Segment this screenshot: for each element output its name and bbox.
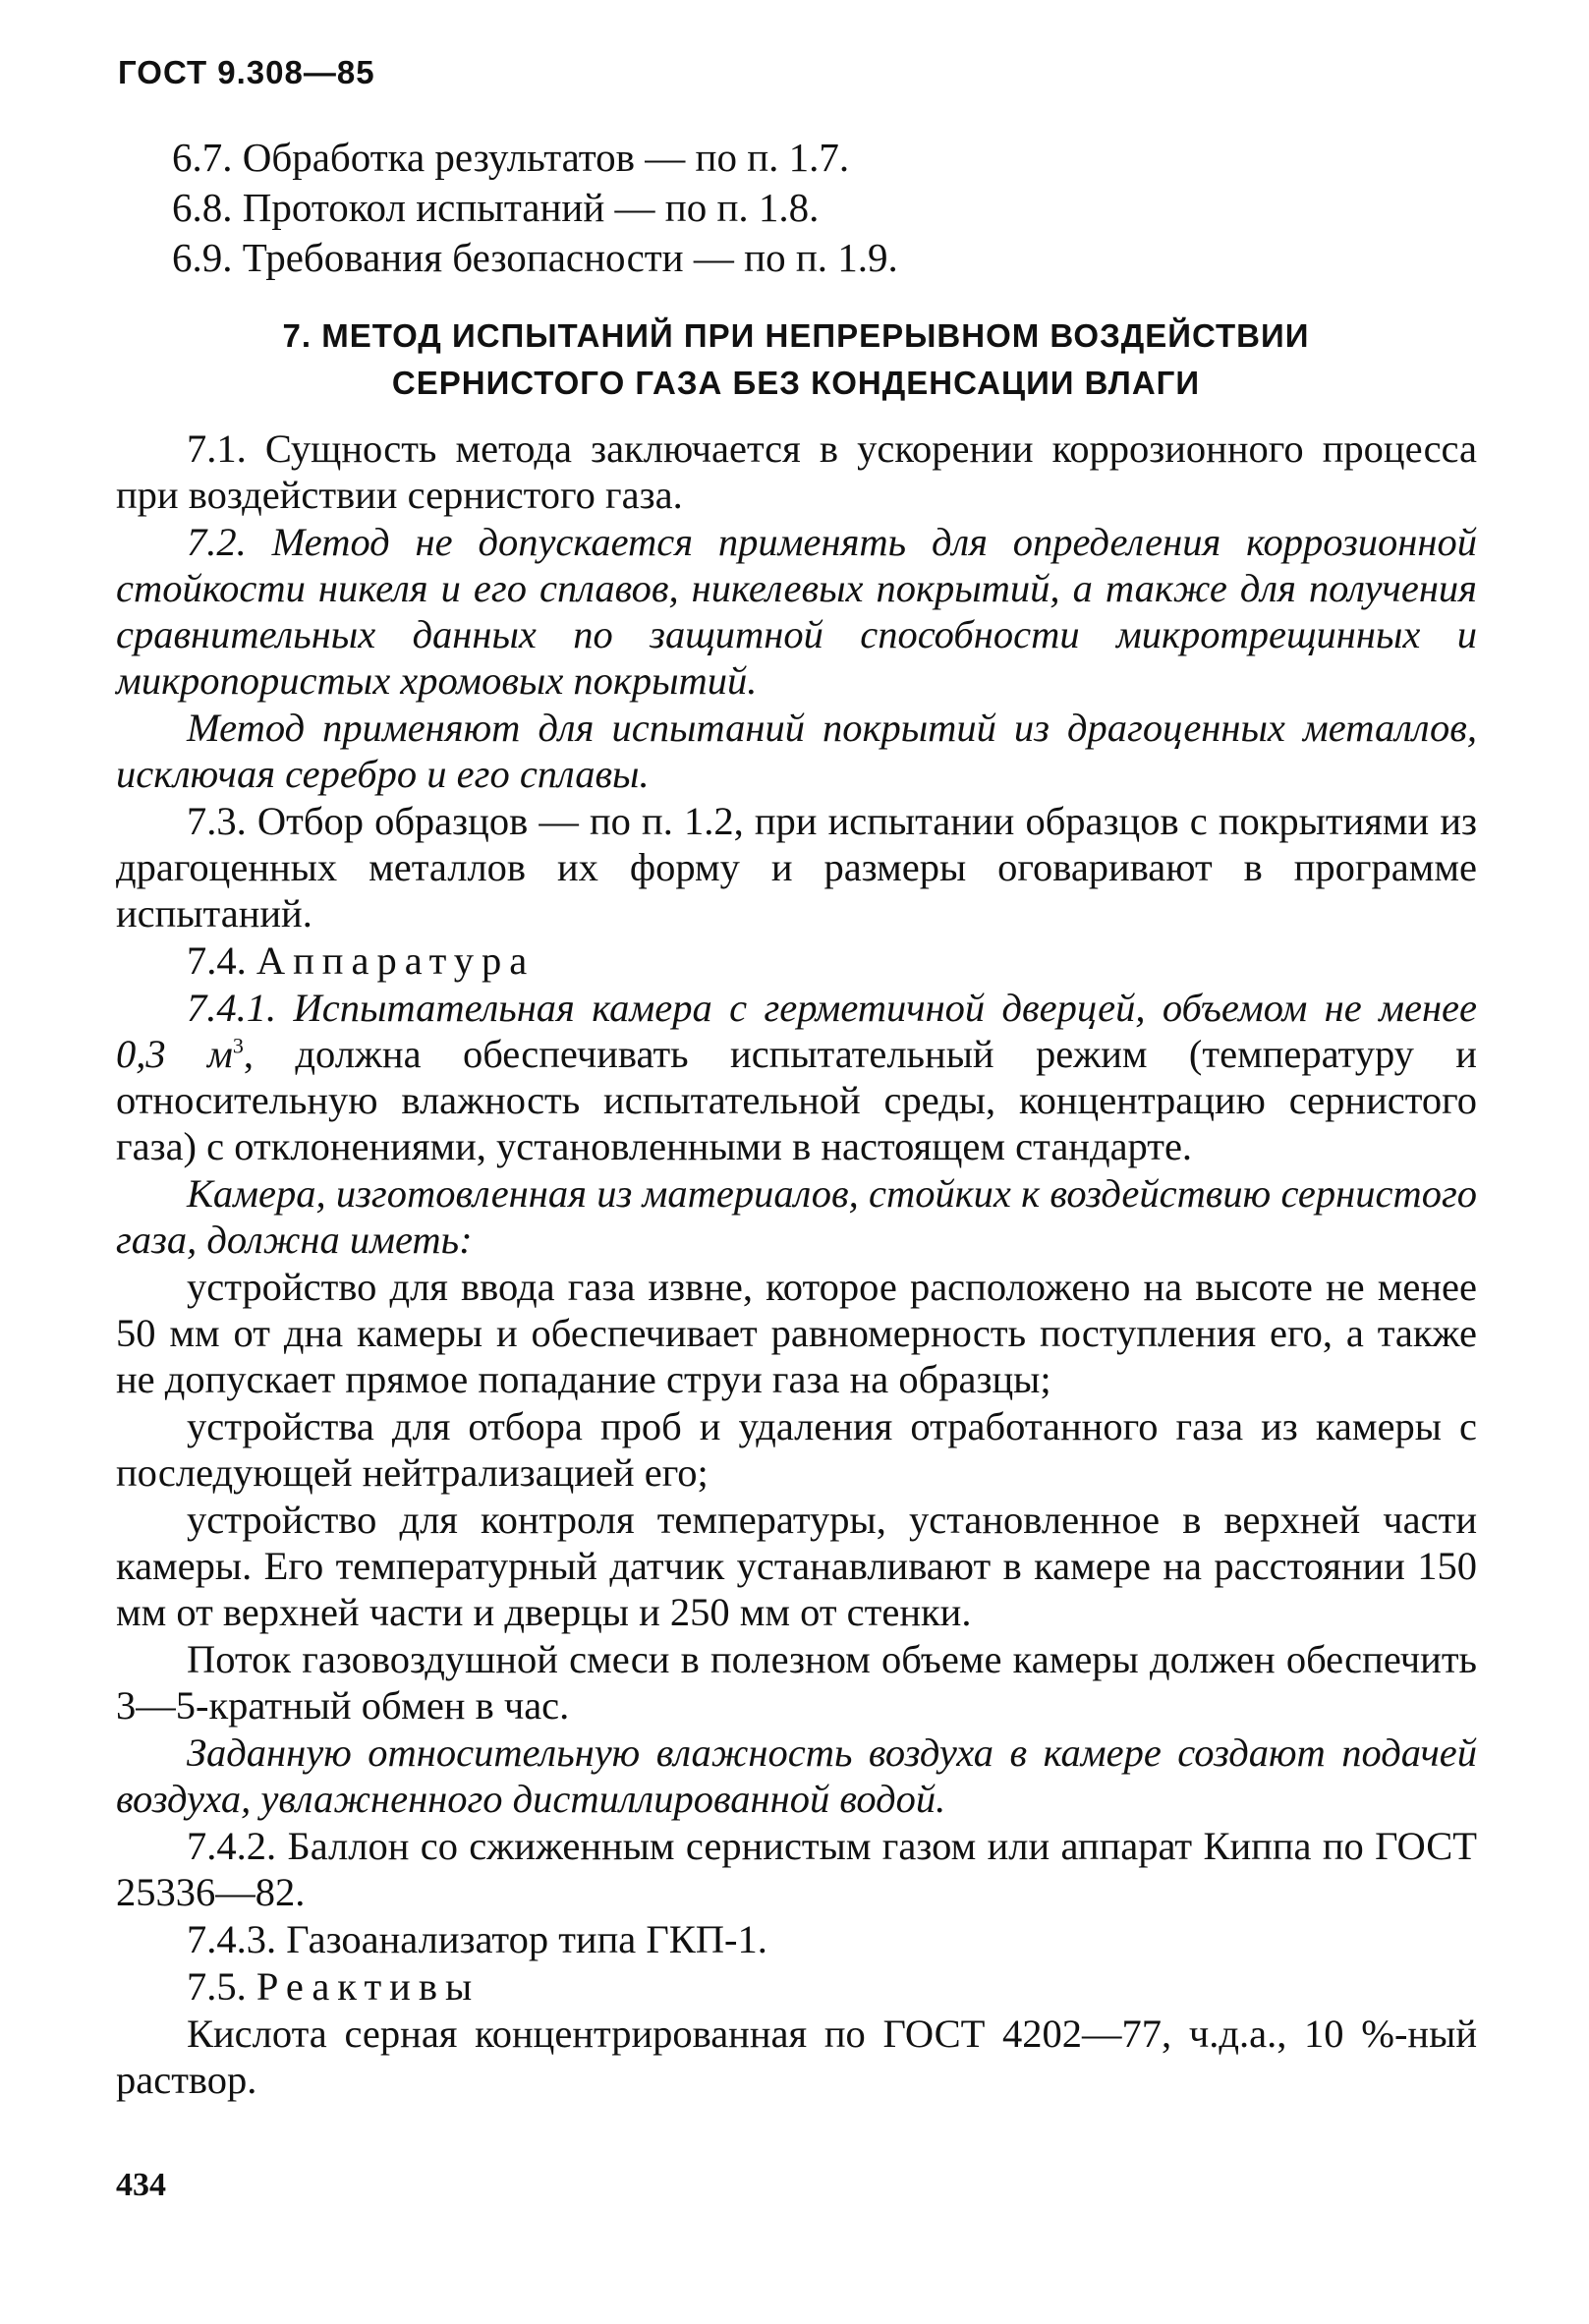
section-title-line-2: СЕРНИСТОГО ГАЗА БЕЗ КОНДЕНСАЦИИ ВЛАГИ [391, 365, 1201, 401]
paragraph-7-4-number: 7.4. [187, 938, 247, 983]
paragraph-7-5-number: 7.5. [187, 1964, 247, 2009]
paragraph-7-1: 7.1. Сущность метода заключается в ускорении коррозионного процесса при воздействии сернистого газа. [116, 426, 1477, 517]
paragraph-sampling-device: устройства для отбора проб и удаления отработанного газа из камеры с последующей нейтрализацией его; [116, 1404, 1477, 1495]
paragraph-7-4-title: Аппаратура [255, 938, 536, 983]
paragraph-7-4-2: 7.4.2. Баллон со сжиженным сернистым газом или аппарат Киппа по ГОСТ 25336—82. [116, 1824, 1477, 1914]
item-6-7: 6.7. Обработка результатов — по п. 1.7. [172, 135, 850, 180]
paragraph-temperature-device: устройство для контроля температуры, установленное в верхней части камеры. Его температурный датчик устанавливают в камере на расстоянии 150 мм от верхней части и дверцы и 250 мм от стенки. [116, 1498, 1477, 1634]
document-header: ГОСТ 9.308—85 [118, 54, 375, 90]
paragraph-acid: Кислота серная концентрированная по ГОСТ 4202—77, ч.д.а., 10 %-ный раствор. [116, 2012, 1477, 2102]
item-6-9: 6.9. Требования безопасности — по п. 1.9. [172, 235, 898, 280]
paragraph-7-5-title: Реактивы [255, 1964, 481, 2009]
paragraph-7-4 [116, 937, 1477, 984]
item-6-8: 6.8. Протокол испытаний — по п. 1.8. [172, 185, 820, 230]
cubic-superscript: 3 [232, 1033, 244, 1058]
section-body [116, 425, 1477, 2103]
paragraph-7-5 [116, 1963, 1477, 2010]
top-items-list [172, 133, 898, 283]
paragraph-gas-flow: Поток газовоздушной смеси в полезном объеме камеры должен обеспечить 3—5-кратный обмен в час. [116, 1637, 1477, 1728]
paragraph-7-4-3: 7.4.3. Газоанализатор типа ГКП-1. [187, 1917, 767, 1961]
paragraph-camera: Камера, изготовленная из материалов, стойких к воздействию сернистого газа, должна иметь: [116, 1171, 1477, 1262]
paragraph-gas-inlet-device: устройство для ввода газа извне, которое расположено на высоте не менее 50 мм от дна камеры и обеспечивает равномерность поступления его, а также не допускает прямое попадание струи газа на образцы; [116, 1265, 1477, 1401]
paragraph-7-4-1-start: 7.4.1. Испытательная камера с герметичной дверцей, объемом не менее 0,3 м [116, 986, 1477, 1076]
paragraph-7-3: 7.3. Отбор образцов — по п. 1.2, при испытании образцов с покрытиями из драгоценных металлов их форму и размеры оговаривают в программе испытаний. [116, 799, 1477, 935]
page-number: 434 [116, 2167, 166, 2203]
paragraph-7-2-method: Метод применяют для испытаний покрытий из драгоценных металлов, исключая серебро и его сплавы. [116, 706, 1477, 796]
section-title-line-1: 7. МЕТОД ИСПЫТАНИЙ ПРИ НЕПРЕРЫВНОМ ВОЗДЕЙСТВИИ [282, 317, 1310, 354]
paragraph-7-2: 7.2. Метод не допускается применять для определения коррозионной стойкости никеля и его сплавов, никелевых покрытий, а также для получения сравнительных данных по защитной способности микротрещинных и микропористых хромовых покрытий. [116, 520, 1477, 703]
paragraph-humidity: Заданную относительную влажность воздуха в камере создают подачей воздуха, увлажненного дистиллированной водой. [116, 1730, 1477, 1821]
section-title [157, 312, 1435, 407]
paragraph-7-4-1-end: , должна обеспечивать испытательный режим (температуру и относительную влажность испытательной среды, концентрацию сернистого газа) с отклонениями, установленными в настоящем стандарте. [116, 1032, 1477, 1168]
paragraph-7-4-1 [116, 985, 1477, 1169]
